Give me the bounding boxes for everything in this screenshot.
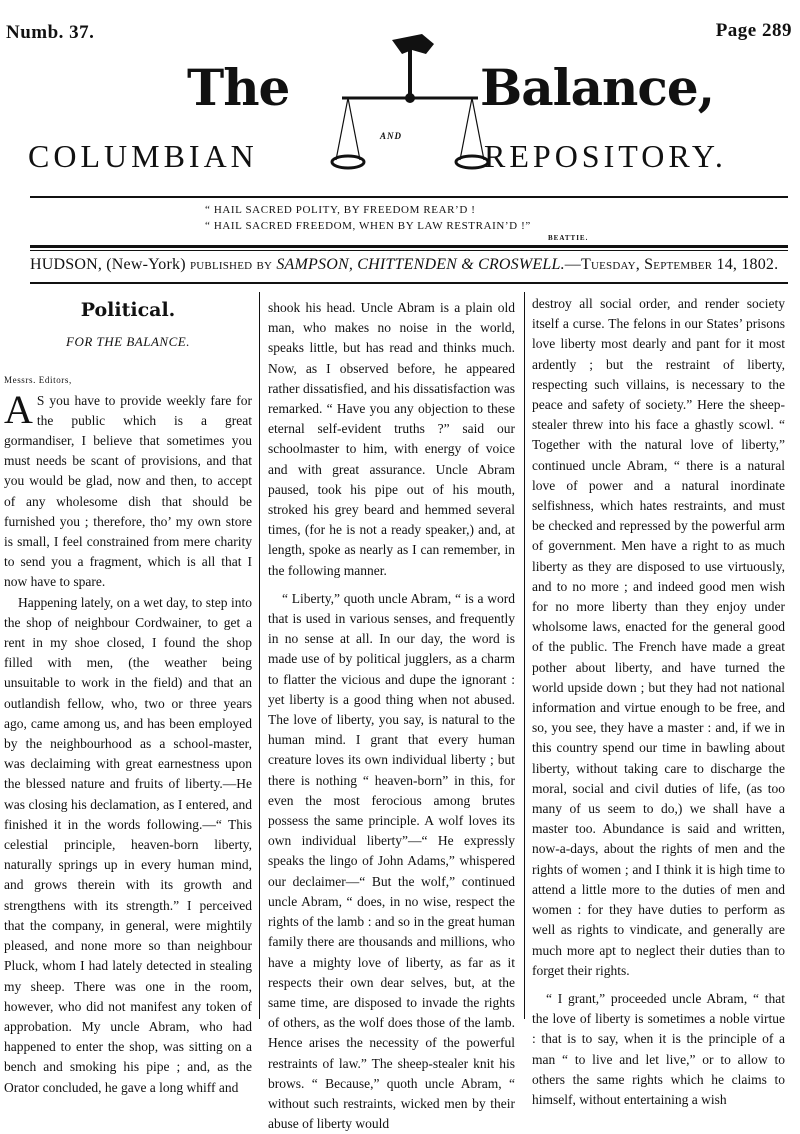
divider-rule xyxy=(30,245,788,248)
paragraph: Happening lately, on a wet day, to step into the shop of neighbour Cordwainer, to get a rent in my shoe closed, I found the shop filled with men, (the weather being unsuitable to work in the field) and that an outlandish fellow, who, two or three years ago, came among us, and has been employed by the neighbourhood as a school-master, was declaiming with great earnestness upon the blessed nature and fruits of liberty.—He was closing his declamation, as I entered, and finished it in the words following.—“ This celestial principle, heaven-born liberty, naturally springs up in every human mind, and grows therein with its growth and strengthens with its strength.” I perceived that the company, in general, were mightily pleased, and none more so than neighbour Pluck, whom I had lately detected in stealing my sheep. There was one in the room, however, who did not manifest any token of approbation. My uncle Abram, who had happened to enter the shop, was sitting on a bench and smoking his pipe ; and, as the Orator concluded, he gave a long whiff and xyxy=(4,594,252,1095)
paragraph xyxy=(4,386,252,593)
paragraph: “ I grant,” proceeded uncle Abram, “ that the love of liberty is sometimes a noble virtue : that is to say, when it is the principle of a man “ to live and let live,” or to allow to others the same rights which he claims to himself, without entertaining a wish xyxy=(532,990,785,1107)
divider-rule xyxy=(30,196,788,198)
divider-rule xyxy=(30,250,788,251)
issue-number: Numb. 37. xyxy=(6,22,95,43)
imprint-date: —Tuesday, September 14, 1802. xyxy=(564,256,779,273)
page-number: Page 289 xyxy=(715,20,792,41)
subtitle-repository: REPOSITORY. xyxy=(484,138,727,174)
title-balance: Balance, xyxy=(480,58,715,117)
article-column-1 xyxy=(4,296,252,1098)
paragraph: “ Liberty,” quoth uncle Abram, “ is a word that is used in various senses, and frequently in no sense at all. In our day, the word is made use of by political jugglers, as a charm to flatter the vicious and dupe the ignorant : yet liberty is a good thing when not abused. The love of liberty, you say, is natural to the human mind. I grant that every human creature loves its own individual liberty ; but there is nothing “ heaven-born” in this, for even the most ferocious among brutes possess the same principle. A wolf loves its own individual liberty”—“ He expressly speaks the lingo of John Adams,” whispered our declaimer—“ But the wolf,” continued uncle Abram, “ does, in no wise, respect the rights of the lamb : and so in the great human family there are thousands and millions, who have a mighty love of liberty, as far as it respects their own dear selves, but, at the same time, are disposed to invade the rights of others, as the wolf does those of the lamb. Hence arises the necessity of the powerful restraints of law.” The sheep-stealer knit his brows. “ Because,” quoth uncle Abram, “ without such restraints, wicked men by their abuse of liberty would xyxy=(268,590,515,1132)
balance-scale-emblem xyxy=(330,20,490,185)
article-column-2 xyxy=(268,298,515,1134)
article-heading: FOR THE BALANCE. xyxy=(66,334,190,350)
motto-attribution: BEATTIE. xyxy=(548,234,589,242)
salutation: Messrs. Editors, xyxy=(4,375,72,386)
title-the: The xyxy=(187,58,290,117)
drop-cap: A xyxy=(4,386,33,432)
article-column-3 xyxy=(532,294,785,1110)
imprint-publishers: SAMPSON, CHITTENDEN & CROSWELL. xyxy=(276,256,565,273)
paragraph: destroy all social order, and render society itself a curse. The felons in our States’ prisons love liberty most dearly and pant for it most ardently ; but the restraint of liberty, respecting such villains, is necessary to the peace and safety of society.” Here the sheep-stealer threw into his face a ghastly scowl. “ Together with the natural love of liberty,” continued uncle Abram, “ there is a natural love of power and a natural inordinate selfishness, which hates restraints, and must be checked and repressed by the powerful arm of government. Men have a right to as much liberty as they are disposed to use virtuously, and to no more ; and indeed good men wish for no more liberty than they enjoy under wholsome laws, enacted for the general good of the public. The French have made a great pother about liberty, and have turned the world upside down ; but they had not national information and virtue enough to be free, and so, you see, they have a master : and, if we in this country spend our time in bawling about liberty, without taking care to discharge the moral, social and civil duties of life, (as too many of us seem to do,) we shall have a master too. Abundance is said and written, now-a-days, about the rights of men and the rights of women ; and I think it is high time to attend a little more to the duties of men and women : for they have duties to perform as well as rights to vindicate, and generally are much more apt to neglect their duties than to forget their rights. xyxy=(532,296,785,978)
motto-line-1: “ HAIL SACRED POLITY, BY FREEDOM REAR’D ! xyxy=(205,204,476,216)
subtitle-columbian: COLUMBIAN xyxy=(28,138,258,174)
divider-rule xyxy=(30,282,788,284)
motto-line-2: “ HAIL SACRED FREEDOM, WHEN BY LAW RESTRAIN’D !” xyxy=(205,220,531,232)
paragraph-text: S you have to provide weekly fare for the public which is a great gormandiser, I believe that sometimes you must needs be scant of provisions, and that you would be glad, now and then, to accept of any wholesome dish that should be furnished you ; therefore, tho’ my own store is small, I feel constrained from mere charity to send you a fragment, which is all that I now have to spare. xyxy=(4,392,252,590)
column-rule xyxy=(524,292,525,1019)
section-title: Political. xyxy=(80,299,176,321)
imprint-line xyxy=(30,256,790,274)
paragraph: shook his head. Uncle Abram is a plain old man, who makes no noise in the world, speaks little, but has read and thinks much. Now, as I observed before, he appeared rather dissatisfied, and his dissatisfaction was remarked. “ Have you any objection to these eternal self-evident truths ?” said our schoolmaster to him, with energy of voice and with great assurance. Uncle Abram paused, took his pipe out of his mouth, stroked his grey beard and hemmed several times, (for he is not a ready speaker,) and, at length, spoke as nearly as I can remember, in the following manner. xyxy=(268,300,515,578)
imprint-place: HUDSON, (New-York) xyxy=(30,256,186,273)
column-rule xyxy=(259,292,260,1019)
imprint-published-by: published by xyxy=(189,256,273,273)
and-word: AND xyxy=(380,131,403,141)
